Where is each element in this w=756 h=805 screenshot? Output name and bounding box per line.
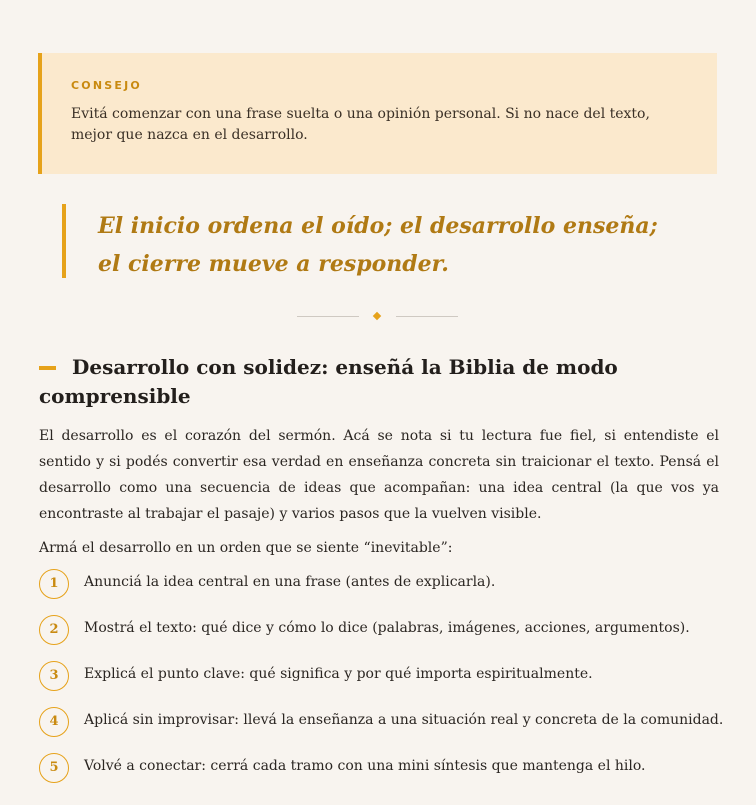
section-paragraph: El desarrollo es el corazón del sermón. Acá se nota si tu lectura fue fiel, si entendiste el sentido y si podés convertir esa verdad en enseñanza concreta sin traicionar el texto. Pensá el desarrollo como una secuencia de ideas que acompañan: una idea central (la que vos ya encontraste al trabajar el pasaje) y varios pasos que la vuelven visible. xyxy=(39,428,719,522)
step-number-badge: 3 xyxy=(39,661,69,691)
steps-list xyxy=(39,566,729,796)
step-text: Mostrá el texto: qué dice y cómo lo dice (palabras, imágenes, acciones, argumentos). xyxy=(84,620,690,636)
list-intro: Armá el desarrollo en un orden que se siente “inevitable”: xyxy=(39,540,453,556)
pull-quote xyxy=(62,204,682,278)
list-item xyxy=(39,704,729,750)
step-number-badge: 2 xyxy=(39,615,69,645)
list-item xyxy=(39,750,729,796)
section-heading: Desarrollo con solidez: enseñá la Biblia de modo comprensible xyxy=(39,355,618,408)
step-text: Anunciá la idea central en una frase (antes de explicarla). xyxy=(84,574,496,590)
diamond-icon xyxy=(373,312,381,320)
heading-accent-dash xyxy=(39,366,56,370)
step-number-badge: 1 xyxy=(39,569,69,599)
step-text: Explicá el punto clave: qué significa y por qué importa espiritualmente. xyxy=(84,666,593,682)
list-item xyxy=(39,658,729,704)
divider-line-right xyxy=(396,316,458,317)
step-number-badge: 4 xyxy=(39,707,69,737)
list-item xyxy=(39,612,729,658)
list-item xyxy=(39,566,729,612)
tip-text: Evitá comenzar con una frase suelta o una opinión personal. Si no nace del texto, mejor que nazca en el desarrollo. xyxy=(71,106,650,143)
divider-line-left xyxy=(297,316,359,317)
step-text: Volvé a conectar: cerrá cada tramo con una mini síntesis que mantenga el hilo. xyxy=(84,758,646,774)
section-divider xyxy=(297,310,458,324)
step-number-badge: 5 xyxy=(39,753,69,783)
step-text: Aplicá sin improvisar: llevá la enseñanza a una situación real y concreta de la comunidad. xyxy=(84,712,724,728)
pull-quote-text: El inicio ordena el oído; el desarrollo enseña; el cierre mueve a responder. xyxy=(98,213,658,277)
section-heading-wrap xyxy=(39,353,689,411)
tip-callout xyxy=(38,53,717,174)
tip-label: CONSEJO xyxy=(71,79,142,92)
